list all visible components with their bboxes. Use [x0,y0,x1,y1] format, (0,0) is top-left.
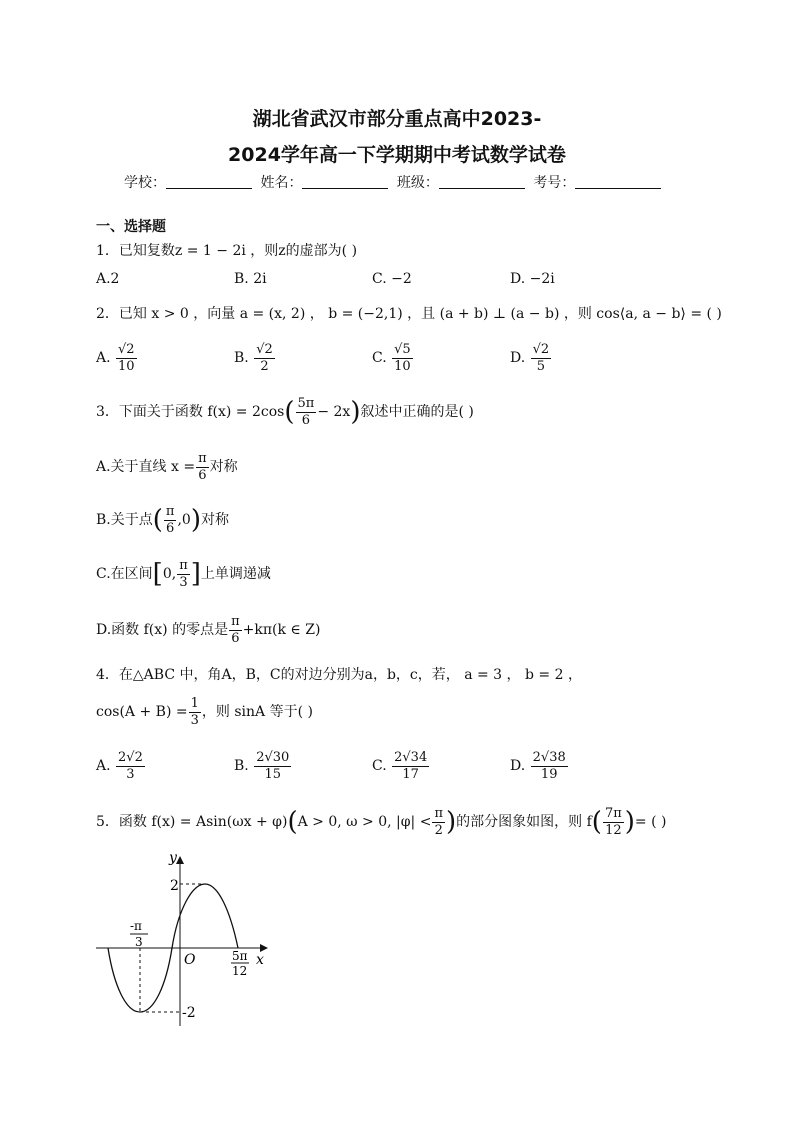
x-left-num: -π [130,919,142,933]
option-letter: C. [372,758,387,775]
option-text: +kπ(k ∈ Z) [242,622,321,639]
q3-option-a[interactable] [96,451,238,483]
option-letter: B. [234,350,249,367]
fraction [189,696,201,728]
fraction [229,614,242,646]
school-label: 学校： [124,175,166,191]
fraction [164,504,177,536]
q3-text: 叙述中正确的是( ) [360,404,474,421]
denominator: 3 [190,712,199,728]
denominator: 3 [179,574,188,590]
x-right-num: 5π [232,949,248,963]
numerator: √5 [394,342,411,357]
fraction [116,342,137,374]
denominator: 19 [540,766,558,782]
numerator: 2√2 [118,750,143,765]
option-letter: A. [96,350,111,367]
fraction [392,342,413,374]
paren: ( [591,807,602,838]
q5-text: = ( ) [634,814,667,831]
sine-graph [92,846,282,1031]
q4-option-d[interactable] [510,750,569,782]
paren: ( [284,397,295,428]
option-text: D.函数 f(x) 的零点是 [96,622,229,639]
y-min-label: -2 [182,1005,196,1021]
option-text: 对称 [209,459,238,476]
q3-text: − 2x [317,404,351,421]
paren: ( [287,807,298,838]
q5-text: 5．函数 f(x) = Asin(ωx + φ) [96,814,288,831]
option-text: 0, [162,566,177,583]
exam-no-label: 考号： [533,175,576,191]
fraction [196,451,209,483]
numerator: 7π [604,806,622,821]
fraction [296,396,317,428]
q4-option-b[interactable] [234,750,292,782]
option-text: B.关于点 [96,512,153,529]
school-blank[interactable] [166,174,252,189]
q2-option-b[interactable] [234,342,276,374]
fraction [392,750,429,782]
y-axis-arrow [176,856,184,864]
fraction [531,750,568,782]
numerator: 5π [297,396,315,411]
name-label: 姓名： [260,175,303,191]
class-label: 班级： [396,175,439,191]
title-line-2: 2024学年高一下学期期中考试数学试卷 [228,144,566,166]
q4-text: cos(A + B) = [96,704,188,721]
origin-label: O [184,952,196,968]
numerator: π [231,614,240,629]
x-axis-arrow [260,944,268,952]
option-text: 上单调递减 [200,566,271,583]
q5-text: 的部分图象如图，则 f [456,814,592,831]
q4-text: ，则 sinA 等于( ) [201,704,313,721]
numerator: 2√30 [256,750,290,765]
q1-option-c[interactable]: C. −2 [372,271,412,287]
q3-option-d[interactable] [96,614,320,646]
option-letter: C. [372,350,387,367]
denominator: 17 [402,766,419,782]
class-blank[interactable] [439,174,525,189]
q3-text: 3．下面关于函数 f(x) = 2cos [96,404,285,421]
paren: ) [350,397,361,428]
question-3 [96,396,474,428]
q2-option-d[interactable] [510,342,552,374]
section-heading: 一、选择题 [96,219,166,235]
numerator: 1 [190,696,199,711]
q1-option-d[interactable]: D. −2i [510,271,555,287]
denominator: 2 [434,822,443,838]
option-letter: D. [510,758,526,775]
fraction [254,750,291,782]
fraction [531,342,552,374]
denominator: 6 [301,412,311,428]
question-2: 2．已知 x > 0 ，向量 a = (x, 2) ， b = (−2,1) ，且 (a + b) ⊥ (a − b) ，则 cos⟨a, a − b⟩ = ( ) [96,306,722,322]
title-line-1: 湖北省武汉市部分重点高中2023- [252,108,542,130]
numerator: √2 [532,342,550,357]
fraction [116,750,145,782]
bracket: ] [190,559,201,590]
paren: ) [190,505,201,536]
denominator: 6 [198,467,207,483]
numerator: π [198,451,207,466]
exam-no-blank[interactable] [575,174,661,189]
numerator: π [165,504,175,519]
question-4: 4．在△ABC 中，角A，B，C的对边分别为a，b，c，若， a = 3 ， b = 2 ， [96,667,582,683]
paren: ) [624,807,635,838]
numerator: π [179,558,188,573]
x-right-den: 12 [232,964,248,978]
denominator: 6 [166,520,175,536]
bracket: [ [152,559,163,590]
numerator: √2 [256,342,273,357]
denominator: 12 [605,822,622,838]
numerator: 2√38 [532,750,566,765]
denominator: 5 [536,358,546,374]
numerator: 2√34 [394,750,428,765]
q2-option-a[interactable] [96,342,138,374]
denominator: 10 [118,358,135,374]
q2-option-c[interactable] [372,342,414,374]
q3-option-c[interactable] [96,558,271,590]
paren: ) [445,807,457,838]
y-max-label: 2 [170,878,179,894]
option-text: A.关于直线 x = [96,459,196,476]
denominator: 10 [394,358,411,374]
name-blank[interactable] [302,174,388,189]
q1-option-b[interactable]: B. 2i [234,271,267,287]
numerator: π [434,806,443,821]
numerator: √2 [118,342,135,357]
option-letter: B. [234,758,249,775]
denominator: 2 [260,358,269,374]
denominator: 3 [126,766,135,782]
fraction [177,558,190,590]
q5-text: A > 0, ω > 0, |φ| < [297,814,432,831]
option-text: 对称 [200,512,229,529]
x-left-den: 3 [135,935,143,949]
q4-option-a[interactable] [96,750,146,782]
paren: ( [152,505,163,536]
denominator: 6 [231,630,240,646]
fraction [432,806,445,838]
option-text: ,0 [177,512,191,529]
q3-option-b[interactable] [96,504,229,536]
x-axis-label: x [256,952,264,968]
question-5 [96,806,666,838]
option-text: C.在区间 [96,566,153,583]
fraction [254,342,275,374]
question-1: 1．已知复数z = 1 − 2i ，则z的虚部为( ) [96,243,358,259]
q1-option-a[interactable]: A.2 [96,271,120,287]
question-4-line-2 [96,696,313,728]
option-letter: A. [96,758,111,775]
fraction [603,806,624,838]
y-axis-label: y [169,850,177,866]
student-info [124,172,665,192]
q4-option-c[interactable] [372,750,430,782]
option-letter: D. [510,350,526,367]
denominator: 15 [264,766,282,782]
